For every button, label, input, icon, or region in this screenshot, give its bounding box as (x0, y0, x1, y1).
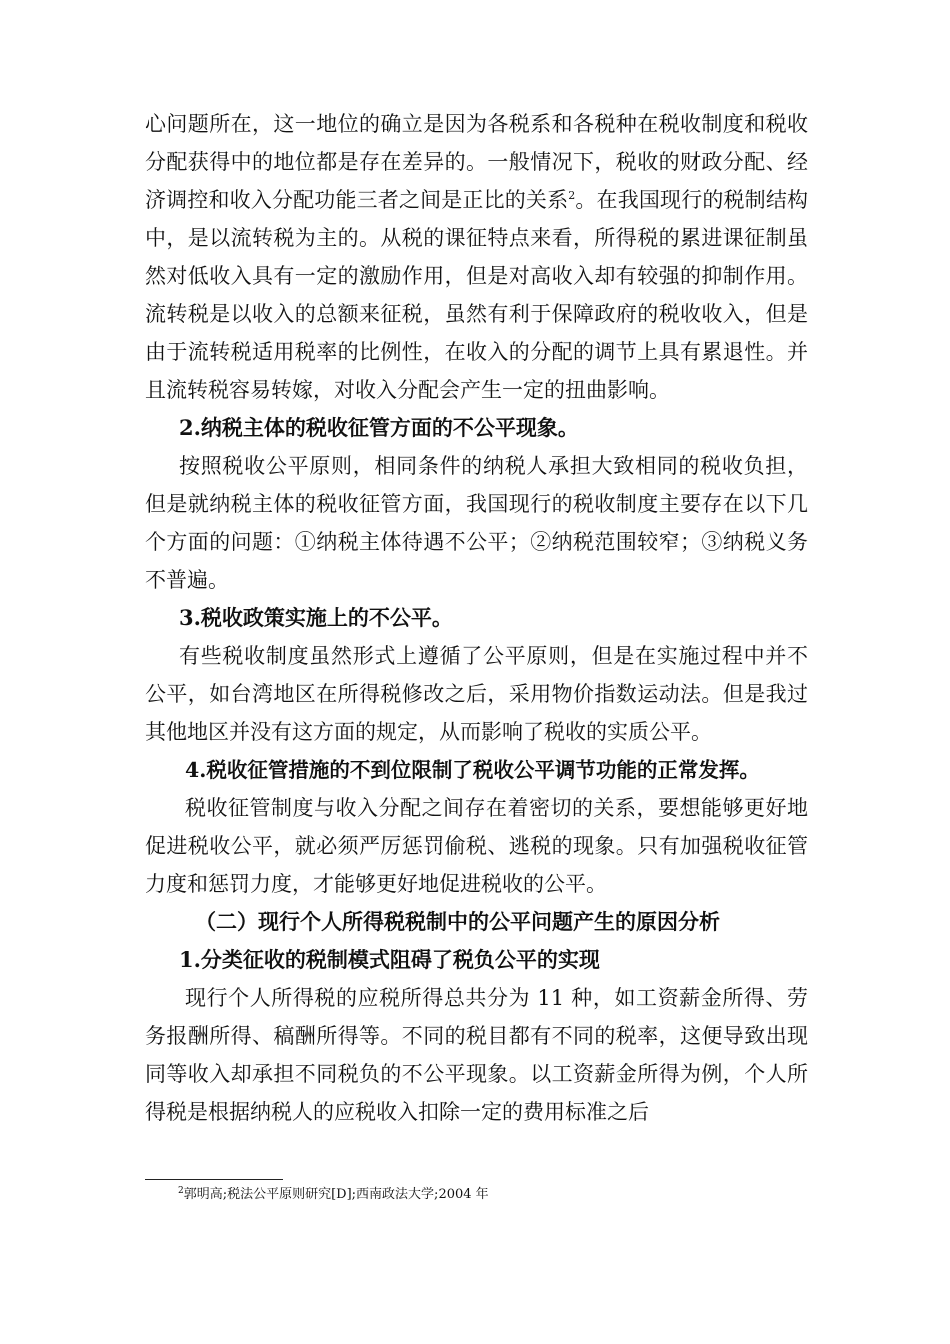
heading-5: 1.分类征收的税制模式阻碍了税负公平的实现 (179, 947, 600, 972)
heading-4: 4.税收征管措施的不到位限制了税收公平调节功能的正常发挥。 (185, 758, 760, 782)
paragraph-continued (145, 105, 808, 409)
paragraph-text: 心问题所在，这一地位的确立是因为各税系和各税种在税收制度和税收分配获得中的地位都是存在差异的。一般情况下，税收的财政分配、经济调控和收入分配功能三者之间是正比的关系 (145, 112, 808, 212)
footnote-ref[interactable]: 2 (568, 189, 576, 202)
section-heading: （二）现行个人所得税税制中的公平问题产生的原因分析 (195, 909, 720, 934)
paragraph-text: 。在我国现行的税制结构中，是以流转税为主的。从税的课征特点来看，所得税的累进课征制虽然对低收入具有一定的激励作用，但是对高收入却有较强的抑制作用。流转税是以收入的总额来征税，虽然有利于保障政府的税收收入，但是由于流转税适用税率的比例性，在收入的分配的调节上具有累退性。并且流转税容易转嫁，对收入分配会产生一定的扭曲影响。 (145, 188, 809, 402)
paragraph-4: 税收征管制度与收入分配之间存在着密切的关系，要想能够更好地促进税收公平，就必须严厉惩罚偷税、逃税的现象。只有加强税收征管力度和惩罚力度，才能够更好地促进税收的公平。 (145, 796, 808, 896)
heading-2: 2.纳税主体的税收征管方面的不公平现象。 (179, 415, 579, 440)
footnote-separator (145, 1179, 283, 1180)
footnote-number: 2 (178, 1186, 184, 1196)
paragraph-5: 现行个人所得税的应税所得总共分为 11 种，如工资薪金所得、劳务报酬所得、稿酬所得等。不同的税目都有不同的税率，这便导致出现同等收入却承担不同税负的不公平现象。以工资薪金所得为例，个人所得税是根据纳税人的应税收入扣除一定的费用标准之后 (145, 986, 808, 1124)
footnote-text: 郭明高;税法公平原则研究[D];西南政法大学;2004 年 (183, 1187, 489, 1202)
paragraph-2: 按照税收公平原则，相同条件的纳税人承担大致相同的税收负担，但是就纳税主体的税收征管方面，我国现行的税收制度主要存在以下几个方面的问题：①纳税主体待遇不公平；②纳税范围较窄；③纳税义务不普遍。 (145, 454, 808, 592)
footnote (178, 1186, 489, 1204)
heading-3: 3.税收政策实施上的不公平。 (179, 605, 453, 630)
paragraph-3: 有些税收制度虽然形式上遵循了公平原则，但是在实施过程中并不公平，如台湾地区在所得税修改之后，采用物价指数运动法。但是我过其他地区并没有这方面的规定，从而影响了税收的实质公平。 (145, 644, 808, 744)
body-text (145, 105, 808, 1131)
